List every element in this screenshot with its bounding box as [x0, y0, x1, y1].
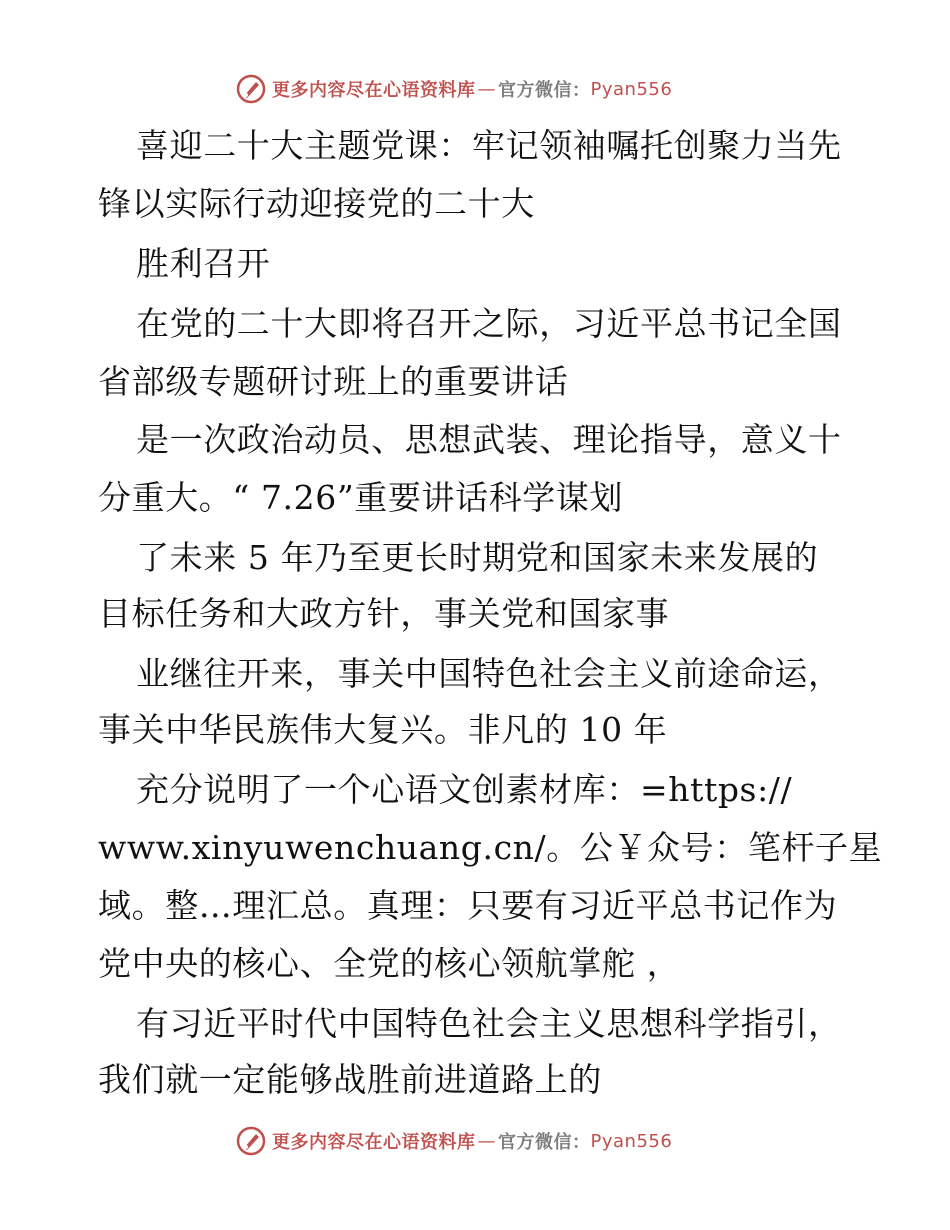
- watermark-wechat-id: Pyan556: [590, 1130, 673, 1152]
- text-line: 锋以实际行动迎接党的二十大: [98, 184, 535, 223]
- text-line: 是一次政治动员、思想武装、理论指导，意义十: [136, 420, 842, 459]
- text-line: www.xinyuwenchuang.cn/。公￥众号：笔杆子星: [98, 828, 883, 867]
- text-line: 业继往开来，事关中国特色社会主义前途命运，: [136, 654, 842, 693]
- text-line: 了未来 5 年乃至更长时期党和国家未来发展的: [136, 538, 819, 577]
- quill-logo-icon: [236, 1126, 266, 1156]
- text-line: 我们就一定能够战胜前进道路上的: [98, 1060, 602, 1099]
- text-line: 事关中华民族伟大复兴。非凡的 10 年: [98, 710, 668, 749]
- text-line: 域。整…理汇总。真理：只要有习近平总书记作为: [98, 886, 838, 925]
- text-line: 目标任务和大政方针，事关党和国家事: [98, 594, 670, 633]
- text-line: 喜迎二十大主题党课：牢记领袖嘱托创聚力当先: [136, 126, 842, 165]
- text-line: 分重大。“ 7.26”重要讲话科学谋划: [98, 478, 624, 517]
- text-line: 党中央的核心、全党的核心领航掌舵 ，: [98, 944, 681, 983]
- header-watermark: [236, 74, 756, 104]
- text-line: 胜利召开: [136, 244, 271, 283]
- text-line: 在党的二十大即将召开之际，习近平总书记全国: [136, 304, 842, 343]
- watermark-brand: 更多内容尽在心语资料库: [272, 1132, 476, 1153]
- watermark-dash: —: [477, 78, 496, 100]
- watermark-wechat-id: Pyan556: [590, 78, 673, 100]
- footer-watermark: [236, 1126, 756, 1156]
- text-line: 省部级专题研讨班上的重要讲话: [98, 362, 569, 401]
- watermark-label: 官方微信：: [498, 1132, 591, 1153]
- text-line: 充分说明了一个心语文创素材库：=https://: [136, 770, 793, 809]
- watermark-brand: 更多内容尽在心语资料库: [272, 80, 476, 101]
- watermark-label: 官方微信：: [498, 80, 591, 101]
- watermark-dash: —: [477, 1130, 496, 1152]
- quill-logo-icon: [236, 74, 266, 104]
- text-line: 有习近平时代中国特色社会主义思想科学指引，: [136, 1004, 842, 1043]
